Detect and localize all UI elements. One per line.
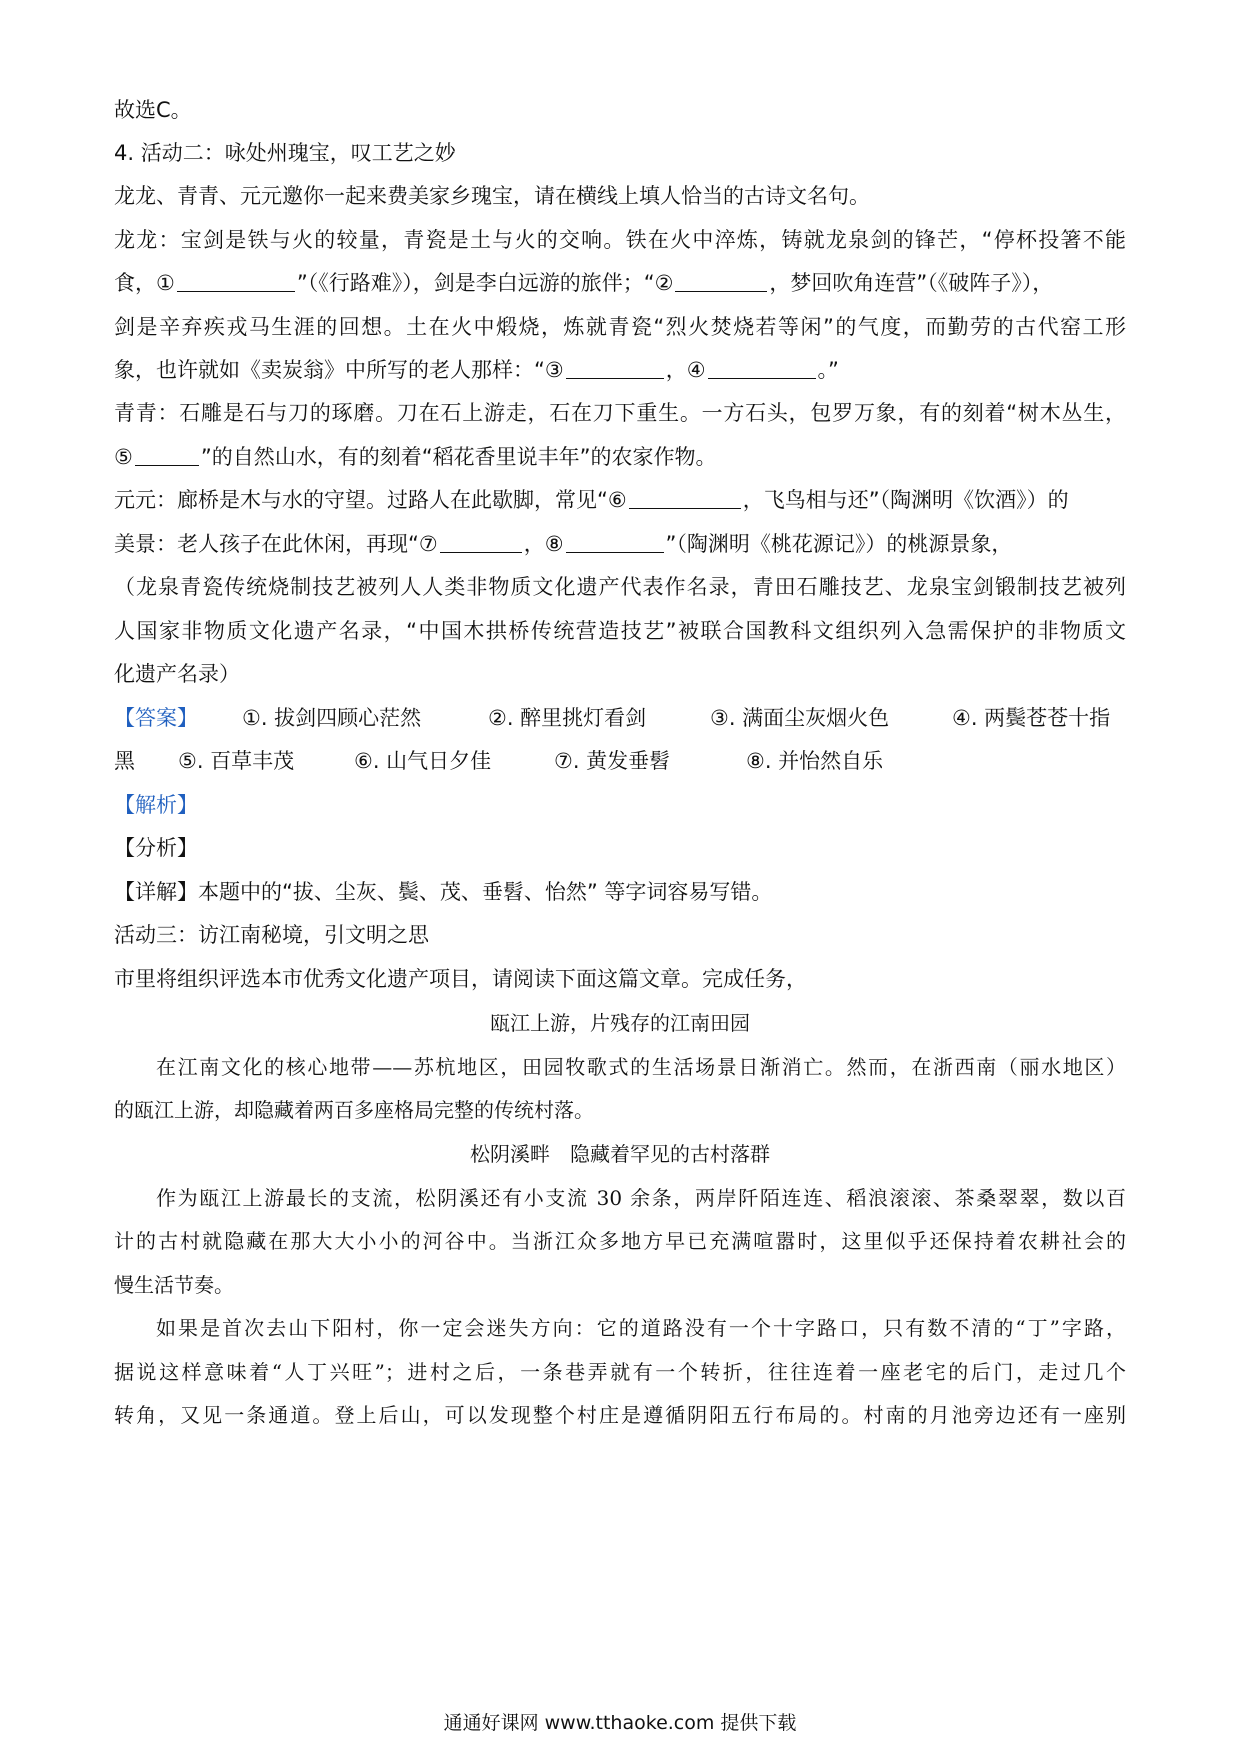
article-line: 据说这样意味着“人丁兴旺”；进村之后，一条巷弄就有一个转折，往往连着一座老宅的后门，走过几个 <box>114 1360 1126 1384</box>
text-segment: 食，① <box>114 271 175 295</box>
answer-blank <box>566 530 664 553</box>
article-line: 在江南文化的核心地带——苏杭地区，田园牧歌式的生活场景日渐消亡。然而，在浙西南（丽水地区） <box>156 1055 1126 1079</box>
activity-heading: 活动三：访江南秘境，引文明之思 <box>114 923 429 947</box>
answer-continuation: 黑 <box>114 749 135 773</box>
text-line: 青青：石雕是石与刀的琢磨。刀在石上游走，石在刀下重生。一方石头，包罗万象，有的刻着“树木丛生， <box>114 401 1126 425</box>
article-title: 瓯江上游，片残存的江南田园 <box>490 1011 750 1035</box>
text-segment: ，④ <box>665 358 706 382</box>
text-line <box>114 485 1126 515</box>
question-heading: 4. 活动二：咏处州瑰宝，叹工艺之妙 <box>114 141 456 165</box>
article-line: 计的古村就隐藏在那大大小小的河谷中。当浙江众多地方早已充满喧嚣时，这里似乎还保持着农耕社会的 <box>114 1229 1126 1253</box>
text-line <box>114 529 1126 559</box>
analysis-detail: 【详解】本题中的“拔、尘灰、鬓、茂、垂髫、怡然” 等字词容易写错。 <box>114 880 773 904</box>
answer-item: ①. 拔剑四顾心茫然 <box>242 706 422 730</box>
article-line: 作为瓯江上游最长的支流，松阴溪还有小支流 30 余条，两岸阡陌连连、稻浪滚滚、茶桑翠翠，数以百 <box>156 1186 1126 1210</box>
text-line: 龙龙：宝剑是铁与火的较量，青瓷是土与火的交响。铁在火中淬炼，铸就龙泉剑的锋芒，“停杯投箸不能 <box>114 228 1126 252</box>
text-line <box>114 268 1126 298</box>
answer-item: ⑧. 并怡然自乐 <box>746 749 884 773</box>
text-segment: ，⑧ <box>523 532 564 556</box>
article-line: 的瓯江上游，却隐藏着两百多座格局完整的传统村落。 <box>114 1098 594 1122</box>
text-segment: 象，也许就如《卖炭翁》中所写的老人那样：“③ <box>114 358 564 382</box>
text-line: 故选C。 <box>114 98 192 122</box>
answer-blank <box>708 356 816 379</box>
text-segment: ⑤ <box>114 445 133 469</box>
answer-blank <box>675 269 767 292</box>
article-line: 如果是首次去山下阳村，你一定会迷失方向：它的道路没有一个十字路口，只有数不清的“丁”字路， <box>156 1316 1126 1340</box>
article-line: 转角，又见一条通道。登上后山，可以发现整个村庄是遵循阴阳五行布局的。村南的月池旁边还有一座别 <box>114 1403 1126 1427</box>
answer-item: ⑥. 山气日夕佳 <box>354 749 492 773</box>
text-line: 市里将组织评选本市优秀文化遗产项目，请阅读下面这篇文章。完成任务， <box>114 967 807 991</box>
article-line: 慢生活节奏。 <box>114 1273 234 1297</box>
text-segment: ”（《行路难》），剑是李白远游的旅伴；“② <box>296 271 674 295</box>
text-line: 龙龙、青青、元元邀你一起来费美家乡瑰宝，请在横线上填人恰当的古诗文名句。 <box>114 184 870 208</box>
answer-row <box>114 746 1126 776</box>
text-segment: 。” <box>817 358 839 382</box>
analysis-label: 【解析】 <box>114 793 198 817</box>
answer-item: ②. 醉里挑灯看剑 <box>488 706 647 730</box>
text-line <box>114 355 1126 385</box>
text-line: 人国家非物质文化遗产名录，“中国木拱桥传统营造技艺”被联合国教科文组织列入急需保护的非物质文 <box>114 619 1126 643</box>
text-segment: ”的自然山水，有的刻着“稻花香里说丰年”的农家作物。 <box>200 445 717 469</box>
text-segment: ，飞鸟相与还”（陶渊明《饮酒》）的 <box>742 488 1069 512</box>
answer-row <box>114 703 1126 733</box>
text-segment: ”（陶渊明《桃花源记》）的桃源景象， <box>665 532 1013 556</box>
answer-item: ④. 两鬓苍苍十指 <box>952 706 1111 730</box>
answer-blank <box>135 443 199 466</box>
text-line <box>114 442 1126 472</box>
text-line: （龙泉青瓷传统烧制技艺被列人人类非物质文化遗产代表作名录，青田石雕技艺、龙泉宝剑锻制技艺被列 <box>114 575 1126 599</box>
text-line: 剑是辛弃疾戎马生涯的回想。土在火中煅烧，炼就青瓷“烈火焚烧若等闲”的气度，而勤劳的古代窑工形 <box>114 315 1126 339</box>
answer-blank <box>177 269 295 292</box>
article-subtitle: 松阴溪畔 隐藏着罕见的古村落群 <box>470 1142 770 1166</box>
answer-label: 【答案】 <box>114 706 198 730</box>
answer-item: ⑤. 百草丰茂 <box>178 749 295 773</box>
answer-item: ③. 满面尘灰烟火色 <box>710 706 890 730</box>
answer-item: ⑦. 黄发垂髫 <box>554 749 671 773</box>
text-segment: 元元：廊桥是木与水的守望。过路人在此歇脚，常见“⑥ <box>114 488 627 512</box>
text-segment: ，梦回吹角连营”（《破阵子》）， <box>769 271 1054 295</box>
answer-blank <box>566 356 664 379</box>
footer-watermark: 通通好课网 www.tthaoke.com 提供下载 <box>443 1712 797 1734</box>
text-line: 化遗产名录） <box>114 662 240 686</box>
analysis-heading: 【分析】 <box>114 836 198 860</box>
answer-blank <box>629 486 741 509</box>
text-segment: 美景：老人孩子在此休闲，再现“⑦ <box>114 532 438 556</box>
answer-blank <box>440 530 522 553</box>
